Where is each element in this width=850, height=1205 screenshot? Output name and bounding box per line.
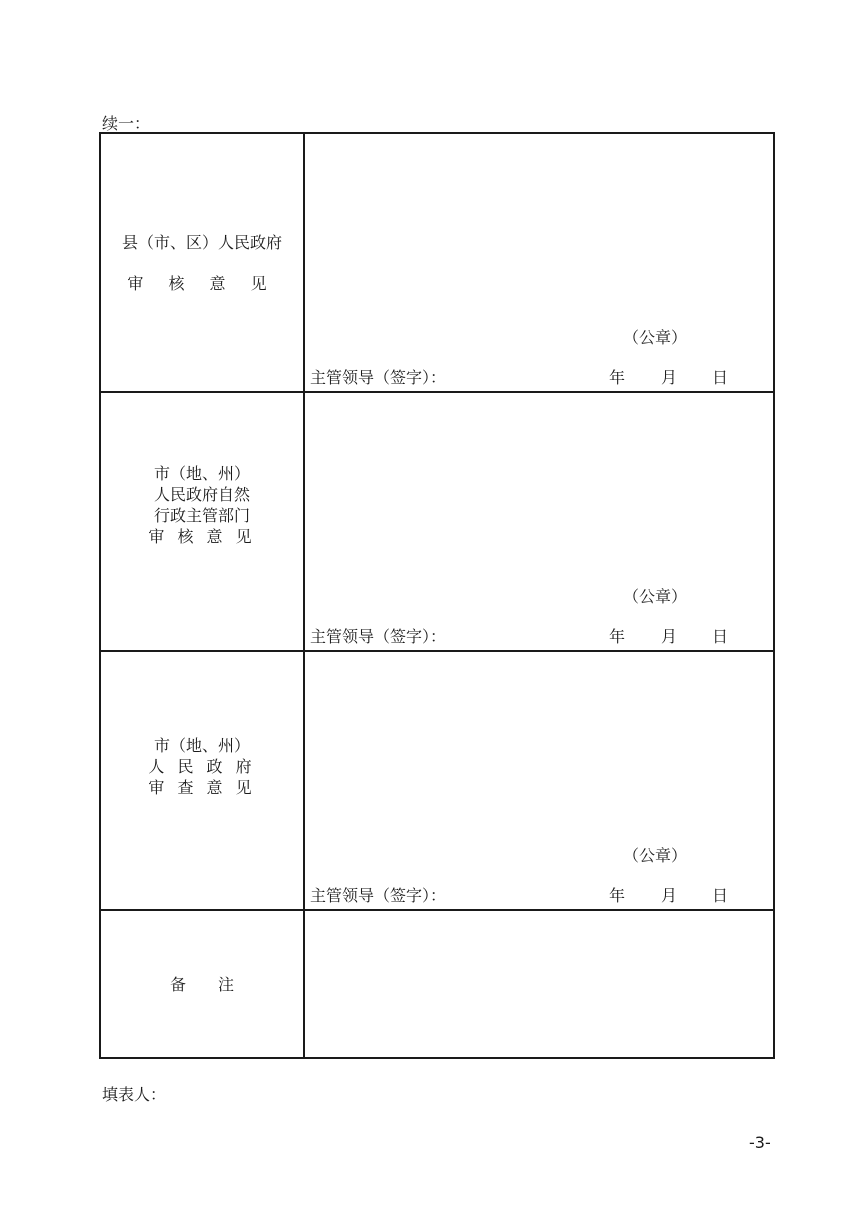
- label-line: 市（地、州）: [153, 463, 250, 483]
- month-label: 月: [661, 886, 678, 905]
- continued-label: 续一：: [102, 114, 151, 133]
- city-natural-resources-opinion-field[interactable]: [305, 393, 773, 650]
- label-line: 人 民 政 府: [148, 757, 256, 776]
- month-label: 月: [661, 368, 678, 387]
- page-number: -3-: [749, 1133, 771, 1152]
- signature-label: 主管领导（签字）：: [310, 886, 447, 905]
- city-government-review-row: [101, 652, 773, 911]
- label-line: 市（地、州）: [153, 736, 250, 755]
- city-natural-resources-review-row: [101, 393, 773, 652]
- county-review-row: [101, 134, 773, 393]
- day-label: 日: [712, 627, 729, 646]
- label-line: 审 查 意 见: [148, 778, 256, 797]
- remarks-label: [101, 911, 305, 1057]
- year-label: 年: [609, 627, 626, 646]
- label-line: 行政主管部门: [153, 505, 250, 525]
- remarks-field[interactable]: [305, 911, 773, 1057]
- county-review-label: [101, 134, 305, 391]
- remarks-row: [101, 911, 773, 1057]
- official-seal-label: （公章）: [623, 846, 688, 865]
- city-government-review-label: [101, 652, 305, 909]
- year-label: 年: [609, 368, 626, 387]
- year-label: 年: [609, 886, 626, 905]
- label-line: 审 核 意 见: [148, 526, 256, 546]
- city-government-opinion-field[interactable]: [305, 652, 773, 909]
- month-label: 月: [661, 627, 678, 646]
- day-label: 日: [712, 368, 729, 387]
- city-natural-resources-review-label: [101, 393, 305, 650]
- label-line: 审 核 意 见: [127, 273, 277, 293]
- day-label: 日: [712, 886, 729, 905]
- official-seal-label: （公章）: [623, 587, 688, 606]
- label-line: 备 注: [169, 974, 234, 994]
- label-line: 人民政府自然: [153, 484, 250, 504]
- signature-label: 主管领导（签字）：: [310, 368, 447, 387]
- signature-label: 主管领导（签字）：: [310, 627, 447, 646]
- filler-label: 填表人：: [102, 1085, 167, 1104]
- county-review-opinion-field[interactable]: [305, 134, 773, 391]
- official-seal-label: （公章）: [623, 328, 688, 347]
- approval-form-table: [99, 132, 775, 1059]
- label-line: 县（市、区）人民政府: [121, 232, 282, 252]
